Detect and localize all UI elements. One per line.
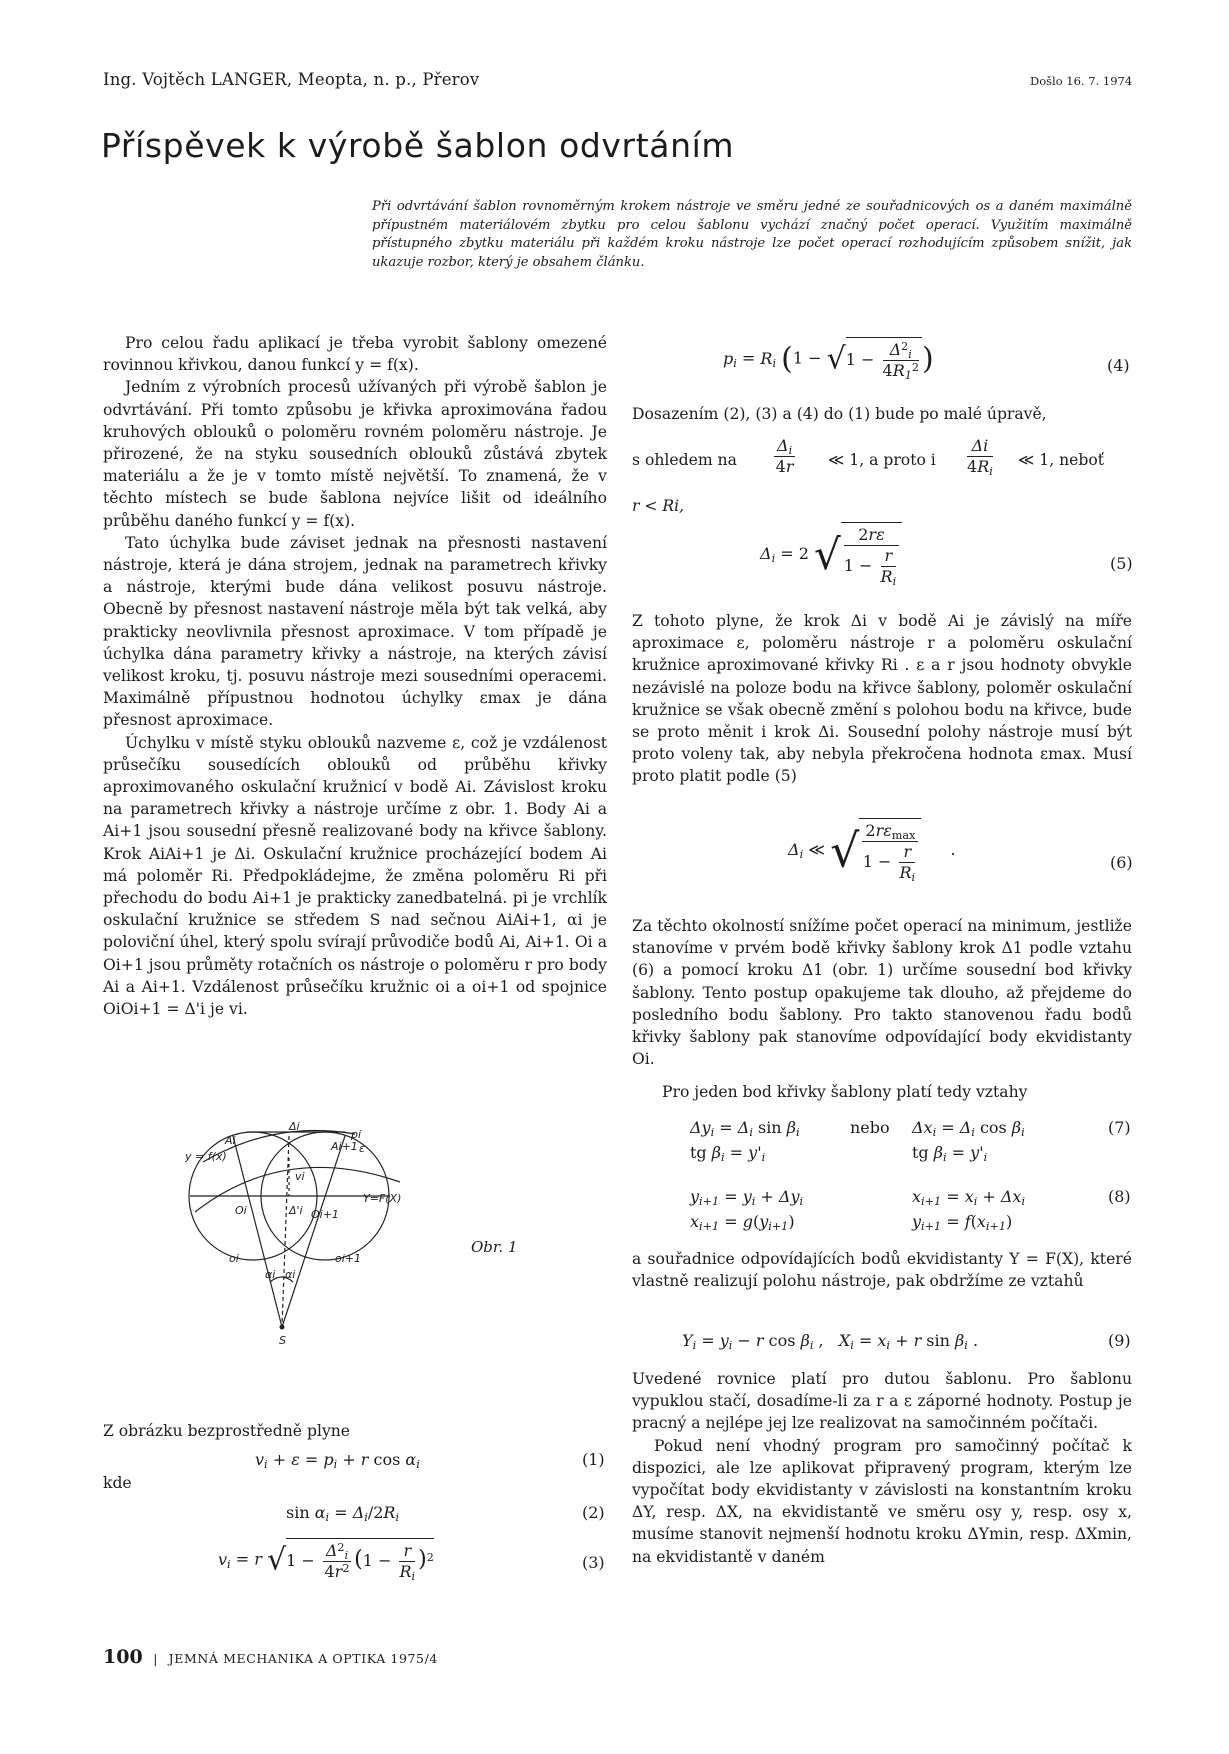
received-date: Došlo 16. 7. 1974 bbox=[1030, 74, 1133, 88]
equation-1: $v_i + \varepsilon = p_i + r$ $\cos \alpha_i$ bbox=[255, 1450, 420, 1471]
equation-number: (7) bbox=[1108, 1118, 1131, 1137]
page-number: 100 bbox=[103, 1646, 143, 1668]
equation-number: (6) bbox=[1110, 853, 1133, 872]
equation-7d: tg $\beta_i = y'_i$ bbox=[912, 1143, 988, 1164]
right-paragraph-1 bbox=[632, 610, 1132, 788]
label-Ai: Ai bbox=[225, 1134, 236, 1147]
paragraph: a souřadnice odpovídajících bodů ekvidistanty Y = F(X), které vlastně realizují polohu nástroje, pak obdržíme ze vztahů bbox=[632, 1250, 1132, 1291]
paragraph: Pokud není vhodný program pro samočinný počítač k dispozici, ale lze aplikovat připravený program, kterým lze vypočítat body ekvidistanty v závislosti na konstantním kroku ΔY, resp. ΔX, na ekvidistantě ve směru osy y, resp. osy x, musíme stanovit nejmenší hodnotu kroku ΔYmin, resp. ΔXmin, na ekvidistantě v daném bbox=[632, 1436, 1132, 1566]
label-alpha-right: αi bbox=[285, 1268, 296, 1281]
paragraph: Uvedené rovnice platí pro dutou šablonu. Pro šablonu vypuklou stačí, dosadíme-li za r a ε záporné hodnoty. Postup je pracný a nejlépe jej lze realizovat na samočinném počítači. bbox=[632, 1370, 1132, 1433]
right-paragraph-2 bbox=[632, 915, 1132, 1070]
equation-number: (8) bbox=[1108, 1187, 1131, 1206]
article-title: Příspěvek k výrobě šablon odvrtáním bbox=[101, 126, 735, 165]
paragraph: Z obrázku bezprostředně plyne bbox=[103, 1422, 351, 1440]
fraction-delta-4R: $\frac{\Delta i}{4R_i}$ bbox=[967, 436, 993, 478]
equation-5: $\Delta_i = 2$ √ 2rε 1 − $\frac{r}{R_i}$ bbox=[760, 522, 902, 587]
text-fragment: ≪ 1, a proto i bbox=[828, 451, 936, 469]
equation-2: $\sin \alpha_i = \Delta_i/2R_i$ bbox=[286, 1503, 400, 1524]
equation-6: $\Delta_i$ ≪ √ $2r\varepsilon_{max}$ 1 − $\frac{r}{R_i}$ . bbox=[788, 818, 956, 883]
label-alpha-left: αi bbox=[265, 1268, 276, 1281]
equation-8c: $x_{i+1} = g(y_{i+1})$ bbox=[690, 1212, 795, 1233]
equation-number: (2) bbox=[582, 1503, 605, 1522]
equation-4: $p_i = R_i$ (1 − √1 − $\frac{\Delta^2_i}{4R_1^2}$ ) bbox=[723, 337, 934, 381]
fraction-delta-4r: $\frac{\Delta_i}{4r}$ bbox=[775, 436, 794, 476]
equation-3: $v_i = r$ √1 − $\frac{\Delta^2_i}{4r^2}$ (1 − $\frac{r}{R_i}$ )$^2$ bbox=[218, 1538, 434, 1582]
equation-7b: $\Delta x_i = \Delta_i$ $\cos \beta_i$ bbox=[912, 1118, 1025, 1139]
journal-name: JEMNÁ MECHANIKA A OPTIKA 1975/4 bbox=[168, 1651, 438, 1666]
label-oi: oi bbox=[229, 1252, 239, 1265]
equation-7: $\Delta y_i = \Delta_i$ $\sin \beta_i$ bbox=[690, 1118, 800, 1139]
equation-number: (5) bbox=[1110, 554, 1133, 573]
label-S: S bbox=[279, 1334, 286, 1347]
label-vi: vi bbox=[295, 1170, 305, 1183]
right-paragraph-4 bbox=[632, 1368, 1132, 1568]
paragraph: Z tohoto plyne, že krok Δi v bodě Ai je závislý na míře aproximace ε, poloměru nástroje r a poloměru oskulační kružnice aproximované křivky Ri . ε a r jsou hodnoty obvykle nezávislé na poloze bodu na křivce šablony, poloměr oskulační kružnice se však obecně změní s polohou bodu na křivce, bude se proto měnit i krok Δi. Sousední polohy nástroje musí být proto voleny tak, aby nebyla překročena hodnota εmax. Musí proto platit podle (5) bbox=[632, 612, 1132, 786]
equation-number: (4) bbox=[1107, 356, 1130, 375]
paragraph: Tato úchylka bude záviset jednak na přesnosti nastavení nástroje, která je dána strojem, jednak na parametrech křivky a nástroje, kterými bude dána velikost posuvu nástroje. Obecně by přesnost nastavení nástroje měla být tak velká, aby prakticky neovlivnila přesnost aproximace. V tom případě je úchylka dána parametry křivky a nástroje, na kterých závisí velikost kroku, tj. posuvu nástroje mezi sousedními operacemi. Maximálně přípustnou hodnotou úchylky εmax je dána přesnost aproximace. bbox=[103, 533, 607, 730]
equation-8b: $x_{i+1} = x_i + \Delta x_i$ bbox=[912, 1187, 1026, 1208]
equation-8d: $y_{i+1} = f(x_{i+1})$ bbox=[912, 1212, 1013, 1233]
left-column-text bbox=[103, 332, 607, 1020]
label-delta-i: Δi bbox=[289, 1122, 300, 1133]
abstract: Při odvrtávání šablon rovnoměrným krokem nástroje ve směru jedné ze souřadnicových os a daném maximálně přípustném materiálovém zbytku pro celou šablonu vychází značný počet operací. Využitím maximálně přístupného zbytku materiálu při každém kroku nástroje lze počet operací rozhodujícím způsobem snížit, jak ukazuje rozbor, který je obsahem článku. bbox=[372, 199, 1132, 270]
equation-7-nebo: nebo bbox=[850, 1118, 890, 1137]
label-y-fx: y = f(x) bbox=[185, 1150, 227, 1163]
paragraph: Úchylku v místě styku oblouků nazveme ε, což je vzdálenost průsečíku sousedících oblouků od průběhu křivky aproximovaného oskulační kružnicí v bodě Ai. Závislost kroku na parametrech křivky a nástroje určíme z obr. 1. Body Ai a Ai+1 jsou sousední přesně realizované body na křivce šablony. Krok AiAi+1 je Δi. Oskulační kružnice procházející bodem Ai má poloměr Ri. Předpokládejme, že změna poloměru Ri při přechodu do bodu Ai+1 je prakticky zanedbatelná. pi je vrchlík oskulační kružnice se středem S nad sečnou AiAi+1, αi je poloviční úhel, který spolu svírají průvodiče bodů Ai, Ai+1. Oi a Oi+1 jsou průměty rotačních os nástroje o poloměru r pro body Ai a Ai+1. Vzdálenost průsečíku kružnic oi a oi+1 od spojnice OiOi+1 = Δ'i je vi. bbox=[103, 733, 607, 1019]
equation-number: (9) bbox=[1108, 1331, 1131, 1350]
equation-7c: tg $\beta_i = y'_i$ bbox=[690, 1143, 766, 1164]
label-Oi: Oi bbox=[235, 1204, 247, 1217]
text-fragment: ≪ 1, neboť bbox=[1018, 451, 1105, 469]
equation-8a: $y_{i+1} = y_i + \Delta y_i$ bbox=[690, 1187, 804, 1208]
page-footer: 100 | JEMNÁ MECHANIKA A OPTIKA 1975/4 bbox=[103, 1646, 438, 1668]
label-Oi1: Oi+1 bbox=[311, 1208, 339, 1221]
equation-9: $Y_i = y_i - r$ $\cos \beta_i$ , $X_i = x_i + r$ $\sin \beta_i$ . bbox=[682, 1331, 979, 1352]
text-fragment: s ohledem na bbox=[632, 451, 737, 469]
paragraph: Dosazením (2), (3) a (4) do (1) bude po malé úpravě, bbox=[632, 405, 1047, 423]
equation-number: (3) bbox=[582, 1553, 605, 1572]
label-Ai1: Ai+1 bbox=[331, 1140, 358, 1153]
label-eps: ε bbox=[359, 1142, 365, 1155]
paragraph: Za těchto okolností snížíme počet operací na minimum, jestliže stanovíme v prvém bodě křivky šablony krok Δ1 podle vztahu (6) a pomocí kroku Δ1 (obr. 1) určíme sousední bod křivky šablony. Tento postup opakujeme tak dlouho, až přejdeme do posledního bodu šablony. Pro takto stanovenou řadu bodů křivky šablony pak stanovíme odpovídající body ekvidistanty Oi. bbox=[632, 917, 1132, 1069]
paragraph: Pro jeden bod křivky šablony platí tedy vztahy bbox=[662, 1083, 1028, 1101]
figure-caption: Obr. 1 bbox=[471, 1238, 518, 1256]
author-line: Ing. Vojtěch LANGER, Meopta, n. p., Přerov bbox=[103, 70, 480, 89]
right-paragraph-3 bbox=[632, 1248, 1132, 1292]
label-pi: pi bbox=[351, 1128, 362, 1141]
label-oi1: oi+1 bbox=[335, 1252, 362, 1265]
label-delta-prime: Δ'i bbox=[289, 1204, 303, 1217]
paragraph: Jedním z výrobních procesů užívaných při výrobě šablon je odvrtávání. Při tomto způsobu je křivka aproximována řadou kruhových oblouků o poloměru rovném poloměru nástroje. Je přirozené, že na styku sousedních oblouků zůstává zbytek materiálu a že je v tomto místě největší. To znamená, že v těchto místech se bude šablona nejvíce lišit od ideálního průběhu daného funkcí y = f(x). bbox=[103, 378, 607, 530]
figure-obr-1 bbox=[185, 1122, 455, 1382]
text-fragment: r < Ri, bbox=[632, 497, 685, 515]
label-Y-FX: Y=F(X) bbox=[363, 1192, 402, 1205]
kde-label: kde bbox=[103, 1474, 132, 1492]
equation-number: (1) bbox=[582, 1450, 605, 1469]
paragraph: Pro celou řadu aplikací je třeba vyrobit šablony omezené rovinnou křivkou, danou funkcí y = f(x). bbox=[103, 334, 607, 375]
